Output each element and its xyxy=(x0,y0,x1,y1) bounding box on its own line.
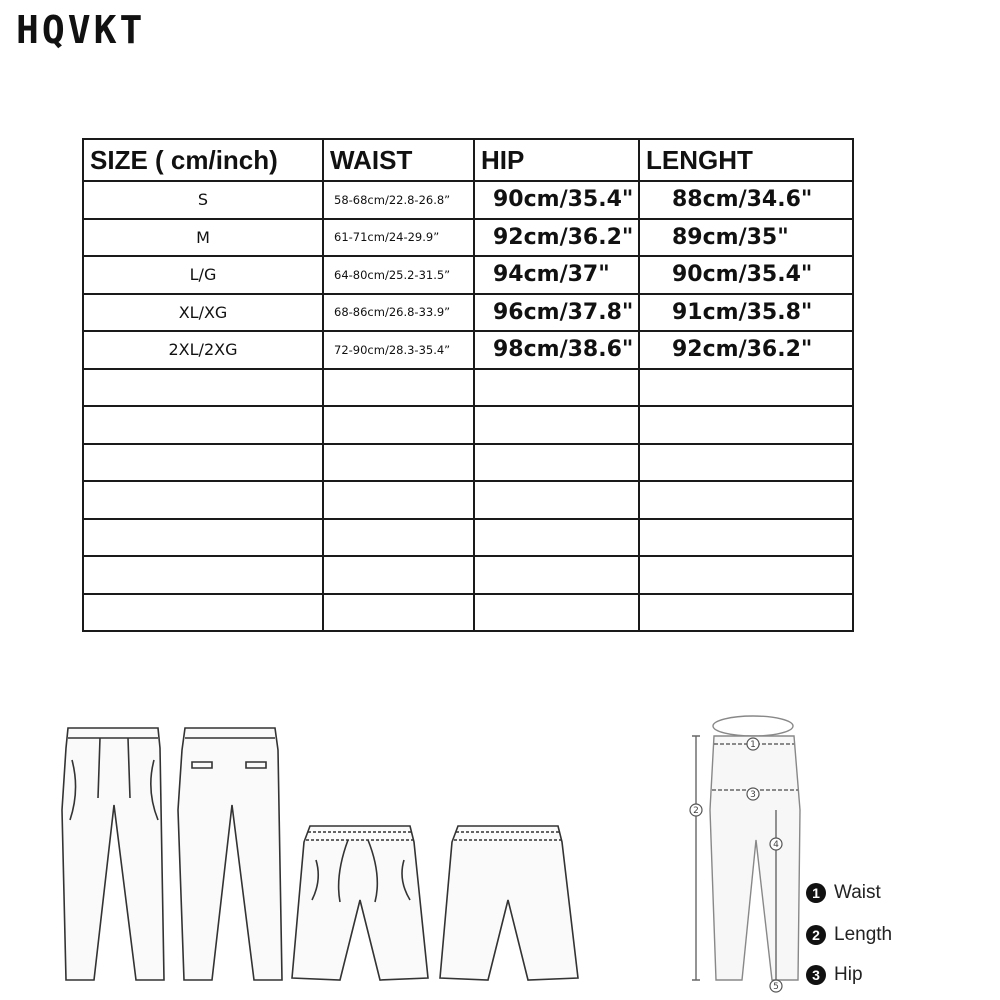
cell-waist: 68-86cm/26.8-33.9” xyxy=(323,294,474,332)
cell-length: 92cm/36.2" xyxy=(639,331,853,369)
size-chart-table xyxy=(82,138,854,632)
cell-waist xyxy=(323,444,474,482)
cell-size xyxy=(83,594,323,632)
cell-hip: 96cm/37.8" xyxy=(474,294,639,332)
table-row xyxy=(83,519,853,557)
table-row xyxy=(83,481,853,519)
cell-hip: 98cm/38.6" xyxy=(474,331,639,369)
marker-2-label: 2 xyxy=(693,806,699,816)
cell-waist xyxy=(323,556,474,594)
legend-waist-label: Waist xyxy=(834,882,881,903)
cell-size xyxy=(83,481,323,519)
legend-waist-number: 1 xyxy=(806,883,826,903)
garment-illustrations xyxy=(0,690,1000,1000)
table-row xyxy=(83,219,853,257)
marker-5-label: 5 xyxy=(773,982,779,992)
cell-hip: 92cm/36.2" xyxy=(474,219,639,257)
header-waist: WAIST xyxy=(323,139,474,181)
cell-waist xyxy=(323,406,474,444)
legend-hip xyxy=(806,964,863,986)
cell-size xyxy=(83,369,323,407)
long-pants-front-drawing xyxy=(62,728,164,980)
table-row xyxy=(83,556,853,594)
cell-size xyxy=(83,444,323,482)
cell-waist xyxy=(323,519,474,557)
cell-size xyxy=(83,406,323,444)
cell-hip: 94cm/37" xyxy=(474,256,639,294)
cell-waist: 61-71cm/24-29.9” xyxy=(323,219,474,257)
measurement-diagram xyxy=(692,716,800,980)
cell-waist xyxy=(323,369,474,407)
cell-size: M xyxy=(83,219,323,257)
shorts-front-drawing xyxy=(292,826,428,980)
legend-length-label: Length xyxy=(834,924,893,945)
cell-hip xyxy=(474,556,639,594)
cell-size: S xyxy=(83,181,323,219)
long-pants-back-drawing xyxy=(178,728,282,980)
legend-hip-number: 3 xyxy=(806,965,826,985)
cell-waist: 72-90cm/28.3-35.4” xyxy=(323,331,474,369)
legend-waist xyxy=(806,882,881,904)
cell-hip: 90cm/35.4" xyxy=(474,181,639,219)
marker-3-label: 3 xyxy=(750,790,756,800)
cell-hip xyxy=(474,444,639,482)
cell-length xyxy=(639,444,853,482)
header-hip: HIP xyxy=(474,139,639,181)
cell-length xyxy=(639,519,853,557)
cell-size: XL/XG xyxy=(83,294,323,332)
cell-hip xyxy=(474,406,639,444)
table-row xyxy=(83,256,853,294)
table-row xyxy=(83,444,853,482)
marker-4-label: 4 xyxy=(773,840,779,850)
cell-size: 2XL/2XG xyxy=(83,331,323,369)
cell-hip xyxy=(474,594,639,632)
cell-length: 88cm/34.6" xyxy=(639,181,853,219)
legend-length xyxy=(806,924,892,946)
table-header-row xyxy=(83,139,853,181)
cell-size xyxy=(83,556,323,594)
cell-length xyxy=(639,369,853,407)
cell-hip xyxy=(474,519,639,557)
cell-waist xyxy=(323,594,474,632)
marker-1-label: 1 xyxy=(750,740,756,750)
legend-length-number: 2 xyxy=(806,925,826,945)
shorts-back-drawing xyxy=(440,826,578,980)
cell-length: 90cm/35.4" xyxy=(639,256,853,294)
cell-length: 89cm/35" xyxy=(639,219,853,257)
legend-hip-label: Hip xyxy=(834,964,863,985)
table-row xyxy=(83,331,853,369)
cell-size xyxy=(83,519,323,557)
cell-length xyxy=(639,481,853,519)
header-size: SIZE ( cm/inch) xyxy=(83,139,323,181)
table-row xyxy=(83,369,853,407)
cell-hip xyxy=(474,481,639,519)
cell-waist xyxy=(323,481,474,519)
table-row xyxy=(83,594,853,632)
cell-length xyxy=(639,594,853,632)
cell-waist: 64-80cm/25.2-31.5” xyxy=(323,256,474,294)
cell-length: 91cm/35.8" xyxy=(639,294,853,332)
header-length: LENGHT xyxy=(639,139,853,181)
cell-length xyxy=(639,556,853,594)
table-row xyxy=(83,406,853,444)
cell-length xyxy=(639,406,853,444)
cell-size: L/G xyxy=(83,256,323,294)
brand-logo: HQVKT xyxy=(16,8,146,52)
table-row xyxy=(83,181,853,219)
table-row xyxy=(83,294,853,332)
cell-hip xyxy=(474,369,639,407)
cell-waist: 58-68cm/22.8-26.8” xyxy=(323,181,474,219)
